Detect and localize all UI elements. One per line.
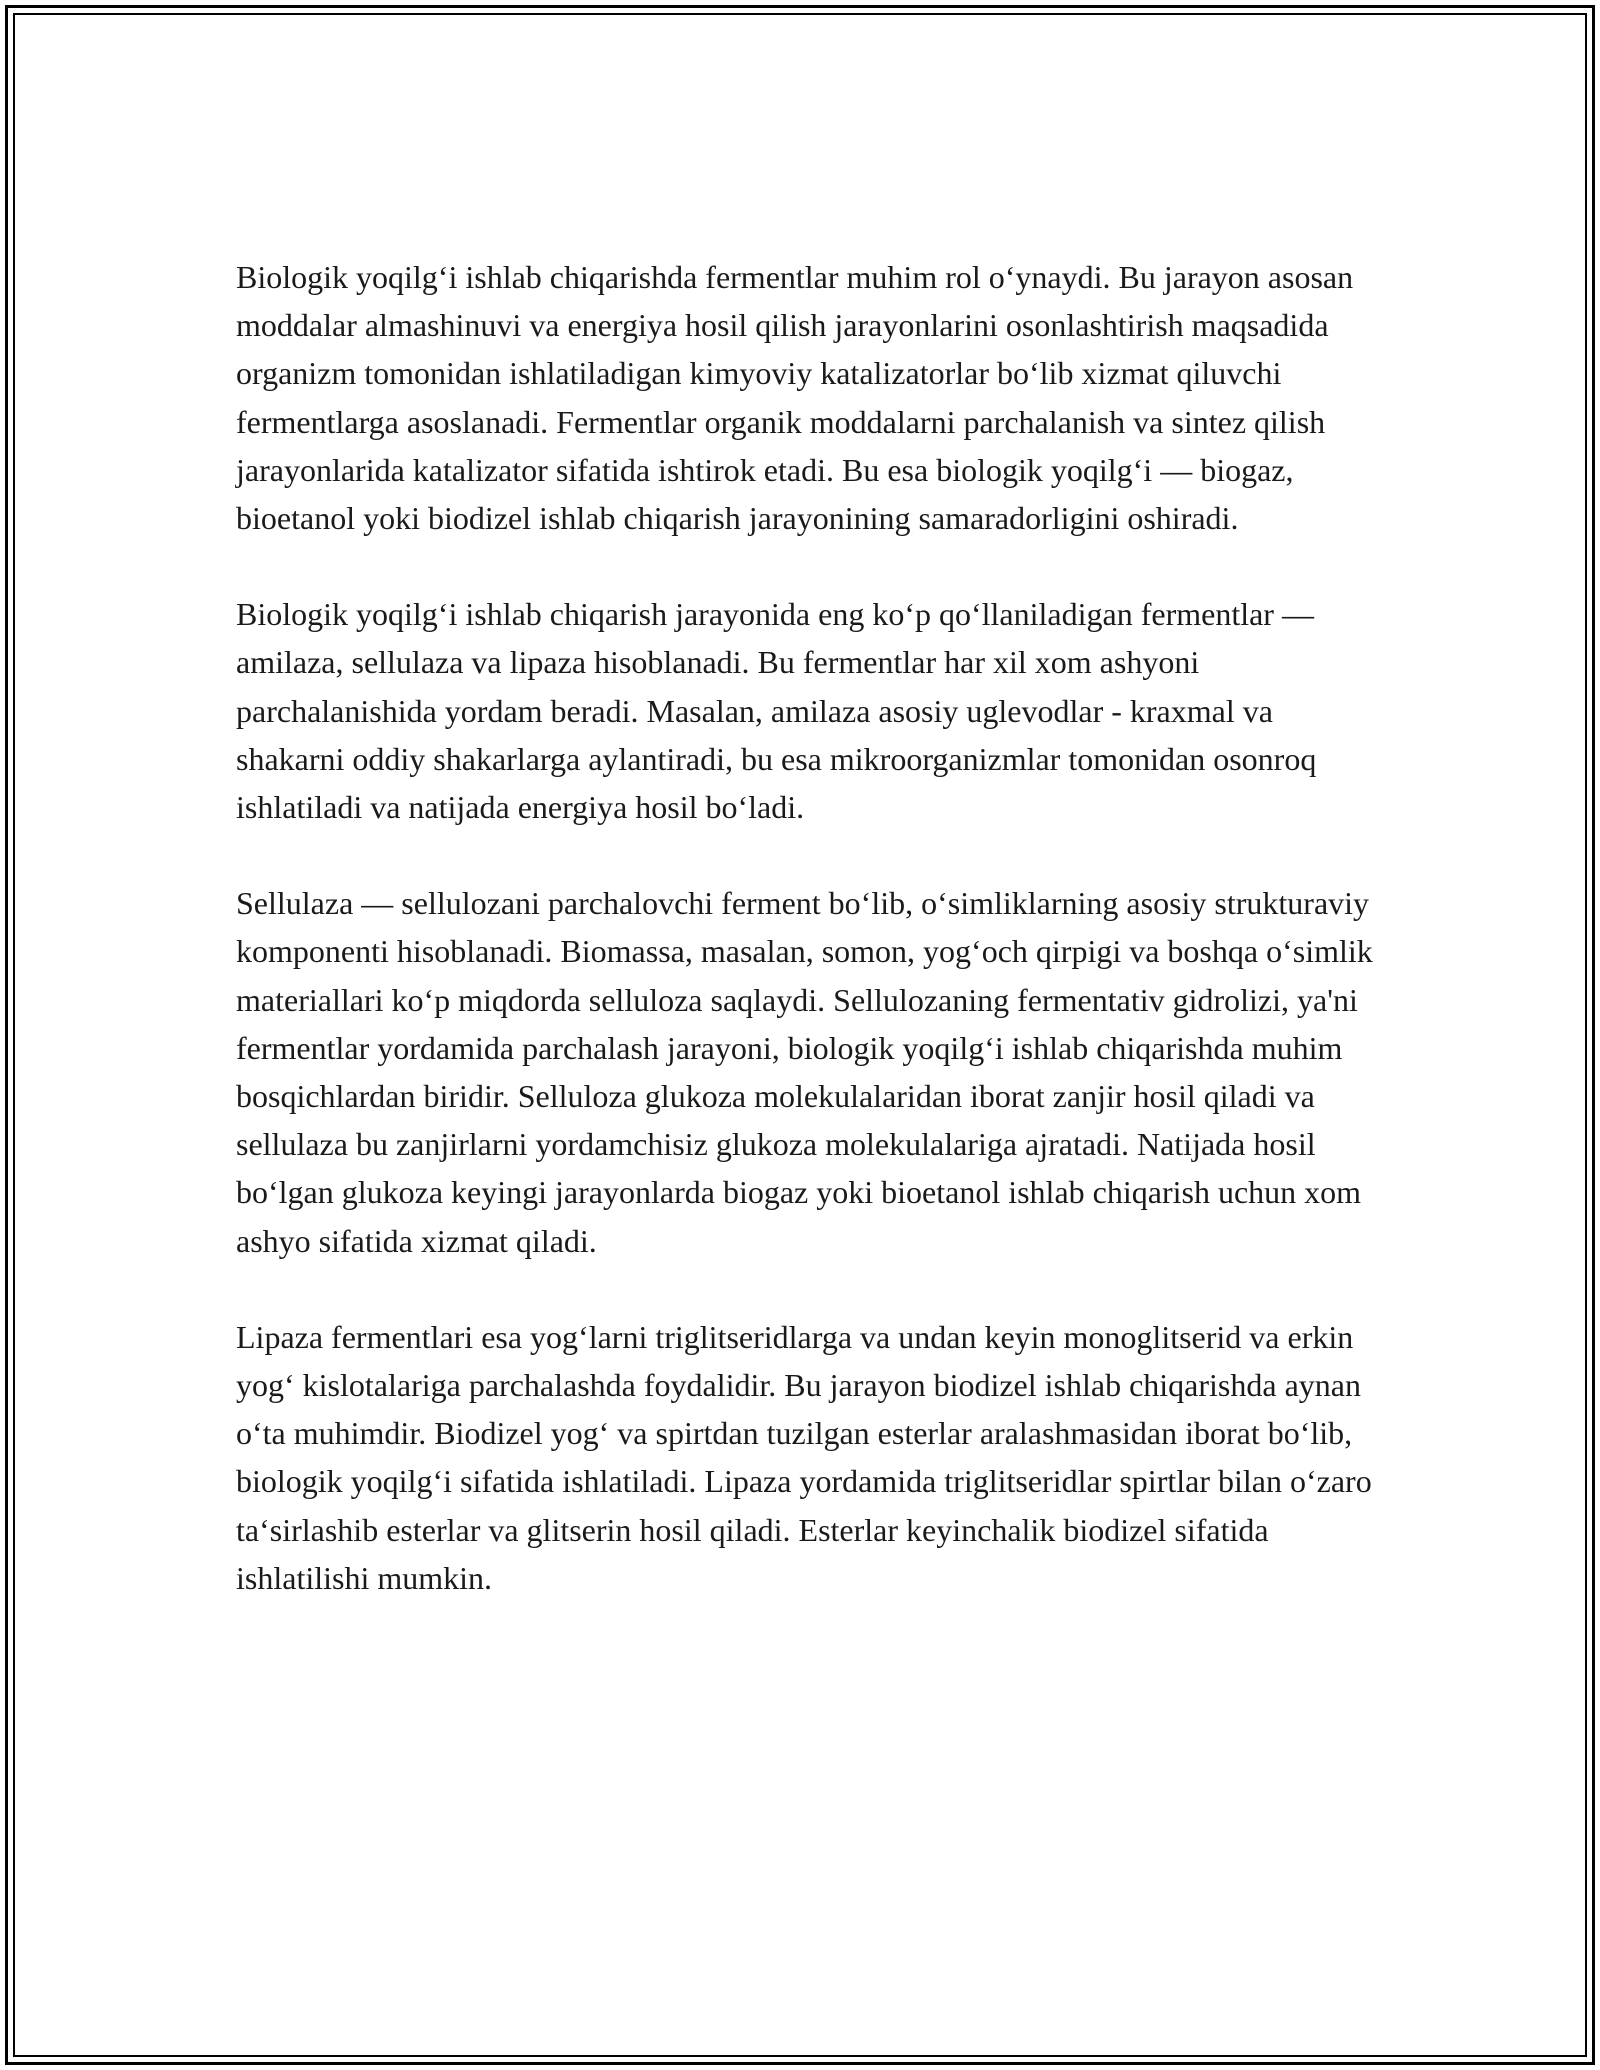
paragraph-1: Biologik yoqilgʻi ishlab chiqarishda fermentlar muhim rol oʻynaydi. Bu jarayon asosan moddalar almashinuvi va energiya hosil qilish jarayonlarini osonlashtirish maqsadida organizm tomonidan ishlatiladigan kimyoviy katalizatorlar boʻlib xizmat qiluvchi fermentlarga asoslanadi. Fermentlar organik moddalarni parchalanish va sintez qilish jarayonlarida katalizator sifatida ishtirok etadi. Bu esa biologik yoqilgʻi — biogaz, bioetanol yoki biodizel ishlab chiqarish jarayonining samaradorligini oshiradi. (236, 259, 1354, 537)
document-body (236, 253, 1376, 1650)
paragraph-3: Sellulaza — sellulozani parchalovchi ferment boʻlib, oʻsimliklarning asosiy strukturaviy komponenti hisoblanadi. Biomassa, masalan, somon, yogʻoch qirpigi va boshqa oʻsimlik materiallari koʻp miqdorda selluloza saqlaydi. Sellulozaning fermentativ gidrolizi, ya'ni fermentlar yordamida parchalash jarayoni, biologik yoqilgʻi ishlab chiqarishda muhim bosqichlardan biridir. Selluloza glukoza molekulalaridan iborat zanjir hosil qiladi va sellulaza bu zanjirlarni yordamchisiz glukoza molekulalariga ajratadi. Natijada hosil boʻlgan glukoza keyingi jarayonlarda biogaz yoki bioetanol ishlab chiqarish uchun xom ashyo sifatida xizmat qiladi. (236, 885, 1373, 1259)
paragraph-4: Lipaza fermentlari esa yogʻlarni triglitseridlarga va undan keyin monoglitserid va erkin yogʻ kislotalariga parchalashda foydalidir. Bu jarayon biodizel ishlab chiqarishda aynan oʻta muhimdir. Biodizel yogʻ va spirtdan tuzilgan esterlar aralashmasidan iborat boʻlib, biologik yoqilgʻi sifatida ishlatiladi. Lipaza yordamida triglitseridlar spirtlar bilan oʻzaro taʻsirlashib esterlar va glitserin hosil qiladi. Esterlar keyinchalik biodizel sifatida ishlatilishi mumkin. (236, 1318, 1372, 1596)
paragraph-2: Biologik yoqilgʻi ishlab chiqarish jarayonida eng koʻp qoʻllaniladigan fermentlar — amilaza, sellulaza va lipaza hisoblanadi. Bu fermentlar har xil xom ashyoni parchalanishida yordam beradi. Masalan, amilaza asosiy uglevodlar - kraxmal va shakarni oddiy shakarlarga aylantiradi, bu esa mikroorganizmlar tomonidan osonroq ishlatiladi va natijada energiya hosil boʻladi. (236, 596, 1317, 826)
